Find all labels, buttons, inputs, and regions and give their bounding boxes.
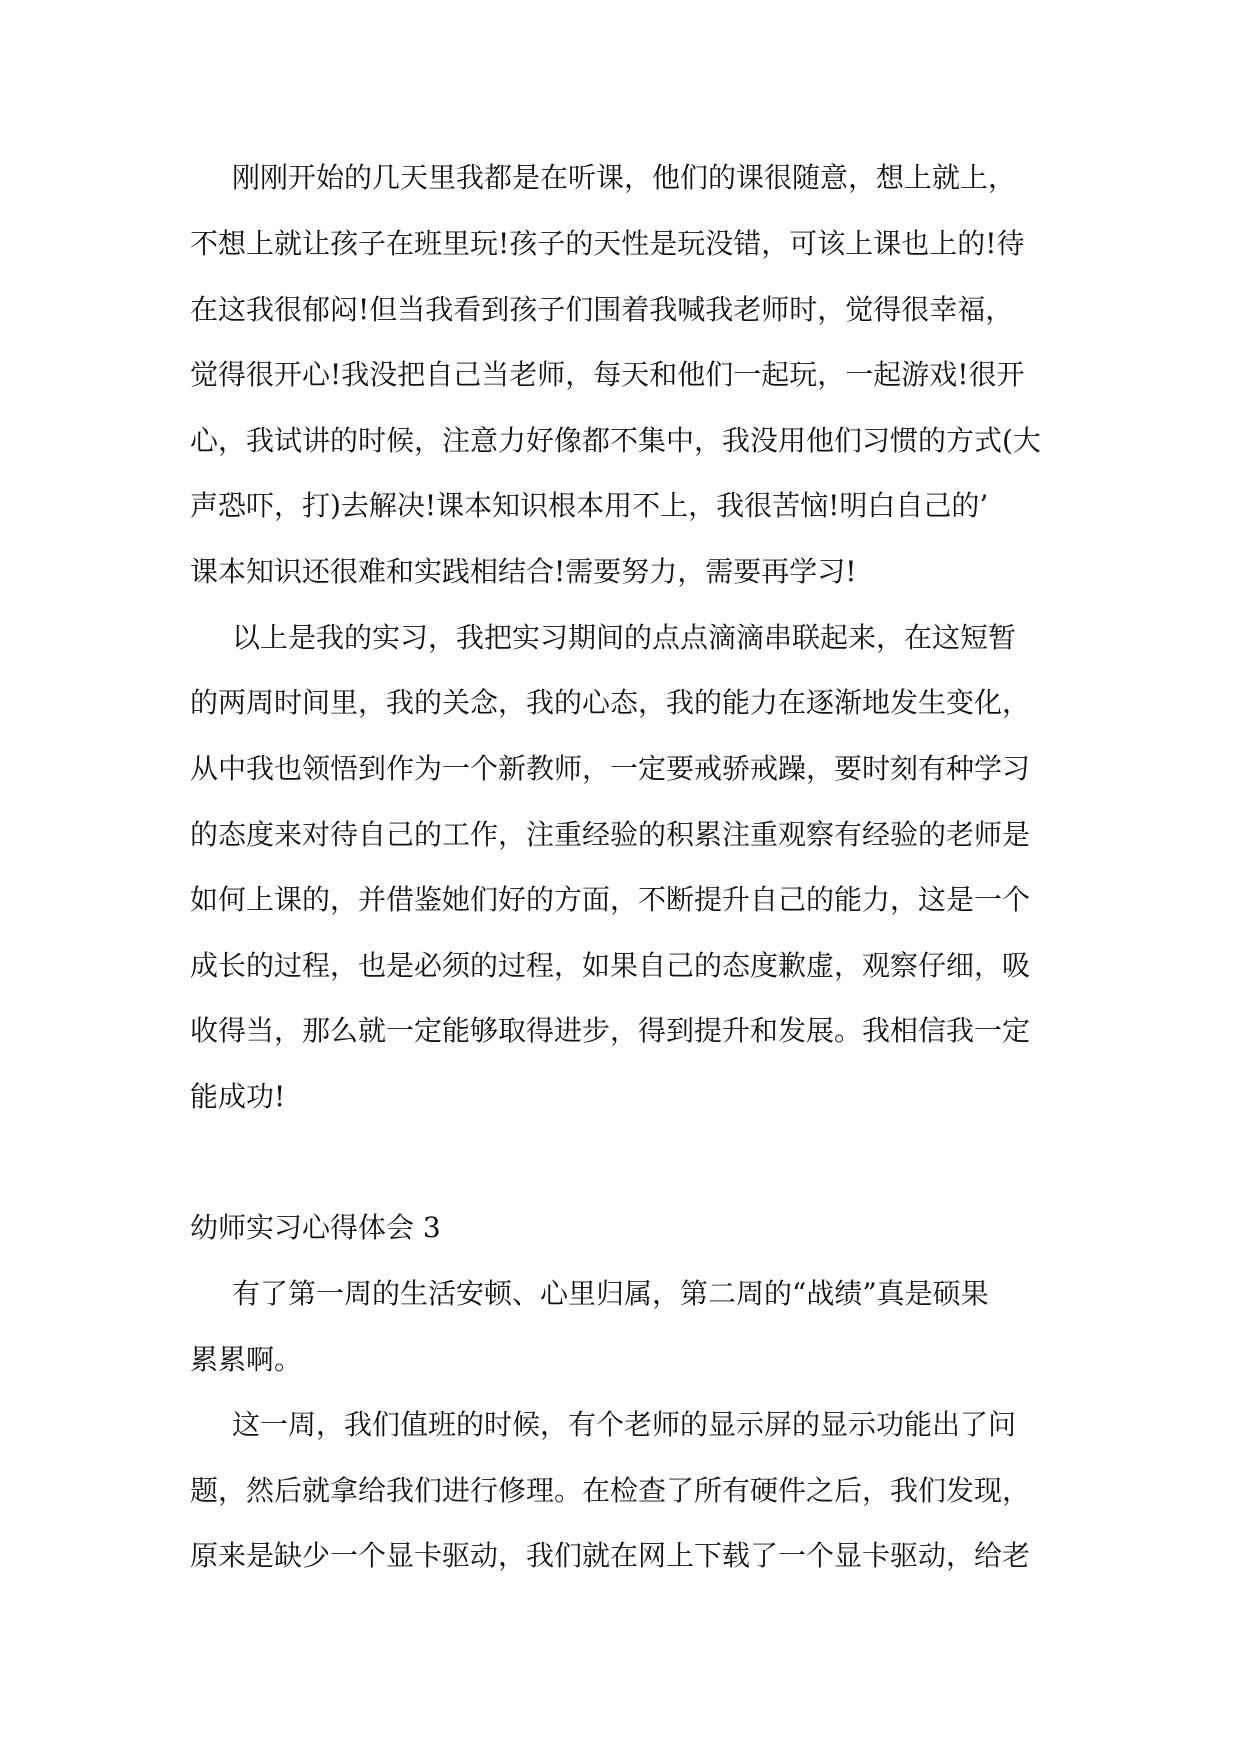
paragraph-line: 刚刚开始的几天里我都是在听课，他们的课很随意，想上就上， — [232, 161, 1017, 194]
paragraph-line: 以上是我的实习，我把实习期间的点点滴滴串联起来，在这短暂 — [232, 621, 1017, 654]
paragraph-line: 不想上就让孩子在班里玩!孩子的天性是玩没错，可该上课也上的!待 — [190, 227, 1025, 260]
paragraph-line: 声恐吓，打)去解决!课本知识根本用不上，我很苦恼!明白自己的’ — [190, 489, 989, 522]
paragraph-line: 的两周时间里，我的关念，我的心态，我的能力在逐渐地发生变化， — [190, 686, 1031, 719]
paragraph-line: 觉得很开心!我没把自己当老师，每天和他们一起玩，一起游戏!很开 — [190, 358, 1025, 391]
paragraph-line: 课本知识还很难和实践相结合!需要努力，需要再学习! — [190, 555, 857, 588]
paragraph-line: 心，我试讲的时候，注意力好像都不集中，我没用他们习惯的方式(大 — [190, 424, 1041, 457]
paragraph-line: 收得当，那么就一定能够取得进步，得到提升和发展。我相信我一定 — [190, 1014, 1031, 1047]
paragraph-line: 如何上课的，并借鉴她们好的方面，不断提升自己的能力，这是一个 — [190, 883, 1031, 916]
paragraph-line: 累累啊。 — [190, 1343, 303, 1376]
paragraph-line: 有了第一周的生活安顿、心里归属，第二周的“战绩”真是硕果 — [232, 1277, 989, 1310]
paragraph-line: 原来是缺少一个显卡驱动，我们就在网上下载了一个显卡驱动，给老 — [190, 1539, 1031, 1572]
section-heading: 幼师实习心得体会 3 — [190, 1211, 441, 1244]
paragraph-line: 能成功! — [190, 1080, 286, 1113]
paragraph-line: 成长的过程，也是必须的过程，如果自己的态度歉虚，观察仔细，吸 — [190, 949, 1031, 982]
paragraph-line: 这一周，我们值班的时候，有个老师的显示屏的显示功能出了问 — [232, 1408, 1017, 1441]
paragraph-line: 的态度来对待自己的工作，注重经验的积累注重观察有经验的老师是 — [190, 818, 1031, 851]
paragraph-line: 题，然后就拿给我们进行修理。在检查了所有硬件之后，我们发现， — [190, 1474, 1031, 1507]
paragraph-line: 在这我很郁闷!但当我看到孩子们围着我喊我老师时，觉得很幸福， — [190, 293, 1014, 326]
paragraph-line: 从中我也领悟到作为一个新教师，一定要戒骄戒躁，要时刻有种学习 — [190, 752, 1031, 785]
